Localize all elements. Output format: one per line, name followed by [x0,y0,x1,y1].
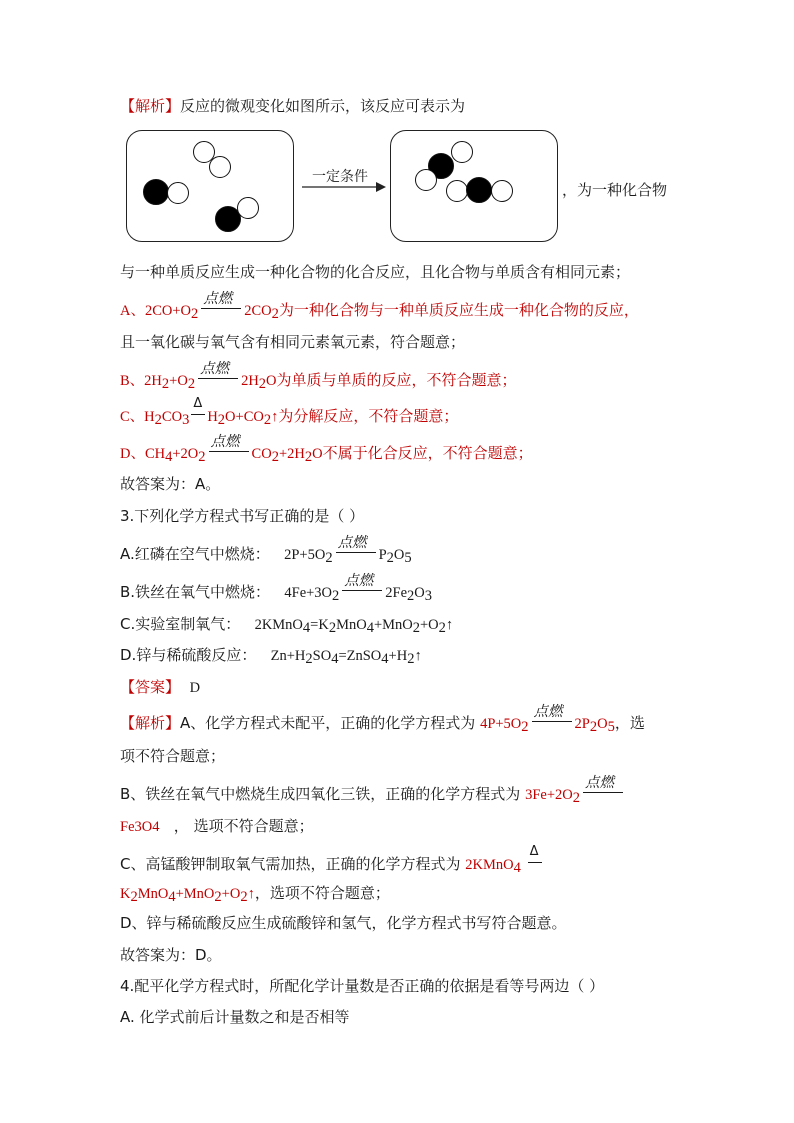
q2-option-b: B、$2H_2+O_2$ 点燃 $2H_2O$为单质与单质的反应，不符合题意； [120,361,517,392]
oxygen-atom [415,169,437,191]
q3-stem: 3.下列化学方程式书写正确的是（ ） [120,507,365,525]
q3-analysis-b-cont: Fe3O4 ， 选项不符合题意； [120,817,314,835]
oxygen-atom [491,180,513,202]
q3-final-answer: 故答案为：D。 [120,946,222,964]
q3-analysis-a: 【解析】A、化学方程式未配平，正确的化学方程式为 $4P+5O_2$ 点燃 $2P_2O_5$，选 [120,704,645,735]
ignite-condition: 点燃 [581,781,625,801]
q3-answer: 【答案】 D [120,678,201,696]
heat-condition: Δ [189,403,207,423]
ignite-condition: 点燃 [196,367,240,387]
q3-analysis-c: C、高锰酸钾制取氧气需加热，正确的化学方程式为 2KMnO$_4$ Δ [120,851,544,875]
carbon-atom [143,179,169,205]
q3-option-c: C.实验室制氧气： $2KMnO_4=K_2MnO_4+MnO_2+O_2↑$ [120,615,454,636]
heat-condition: Δ [526,851,544,871]
q2-option-a-cont: 且一氧化碳与氧气含有相同元素氧元素，符合题意； [120,333,466,351]
reaction-arrow [300,180,386,194]
q3-option-d: D.锌与稀硫酸反应： $Zn+H_2SO_4=ZnSO_4+H_2↑$ [120,646,422,667]
oxygen-atom [167,182,189,204]
q4-stem: 4.配平化学方程式时，所配化学计量数是否正确的依据是看等号两边（ ） [120,977,605,995]
ignite-condition: 点燃 [207,440,251,460]
q2-option-a: A、$2CO+O_2$ 点燃 $2CO_2$为一种化合物与一种单质反应生成一种化合物的反应， [120,291,639,322]
oxygen-atom [446,180,468,202]
ignite-condition: 点燃 [530,710,574,730]
oxygen-atom [237,197,259,219]
q2-analysis-line2: 与一种单质反应生成一种化合物的化合反应，且化合物与单质含有相同元素； [120,263,631,281]
q3-option-a: A.红磷在空气中燃烧： $2P+5O_2$ 点燃 $P_2O_5$ [120,535,412,566]
q3-option-b: B.铁丝在氧气中燃烧： $4Fe+3O_2$ 点燃 $2Fe_2O_3$ [120,573,433,604]
q2-option-d: D、$CH_4+2O_2$ 点燃 $CO_2+2H_2O$不属于化合反应，不符合题意； [120,434,533,465]
q3-analysis-a-cont: 项不符合题意； [120,747,226,765]
q2-answer: 故答案为：A。 [120,475,221,493]
products-box [390,130,558,242]
ignite-condition: 点燃 [199,297,243,317]
oxygen-atom [451,141,473,163]
oxygen-atom [209,156,231,178]
condition-label: 一定条件 [312,169,368,185]
diagram-trailing-text: ，为一种化合物 [562,181,668,199]
ignite-condition: 点燃 [334,541,378,561]
reactants-box [126,130,294,242]
ignite-condition: 点燃 [340,579,384,599]
q3-analysis-c-cont: $K_2MnO_4+MnO_2+O_2↑$，选项不符合题意； [120,884,390,905]
q3-analysis-b: B、铁丝在氧气中燃烧生成四氧化三铁，正确的化学方程式为 $3Fe+2O_2$ 点燃 [120,781,626,805]
q2-option-c: C、$H_2CO_3$ Δ $H_2O+CO_2↑$为分解反应，不符合题意； [120,396,459,428]
carbon-atom [466,177,492,203]
q4-option-a: A. 化学式前后计量数之和是否相等 [120,1008,350,1026]
analysis-tag: 【解析】 [120,97,181,115]
q3-analysis-d: D、锌与稀硫酸反应生成硫酸锌和氢气，化学方程式书写符合题意。 [120,914,567,932]
q2-analysis-intro: 【解析】反应的微观变化如图所示，该反应可表示为 [120,97,466,115]
